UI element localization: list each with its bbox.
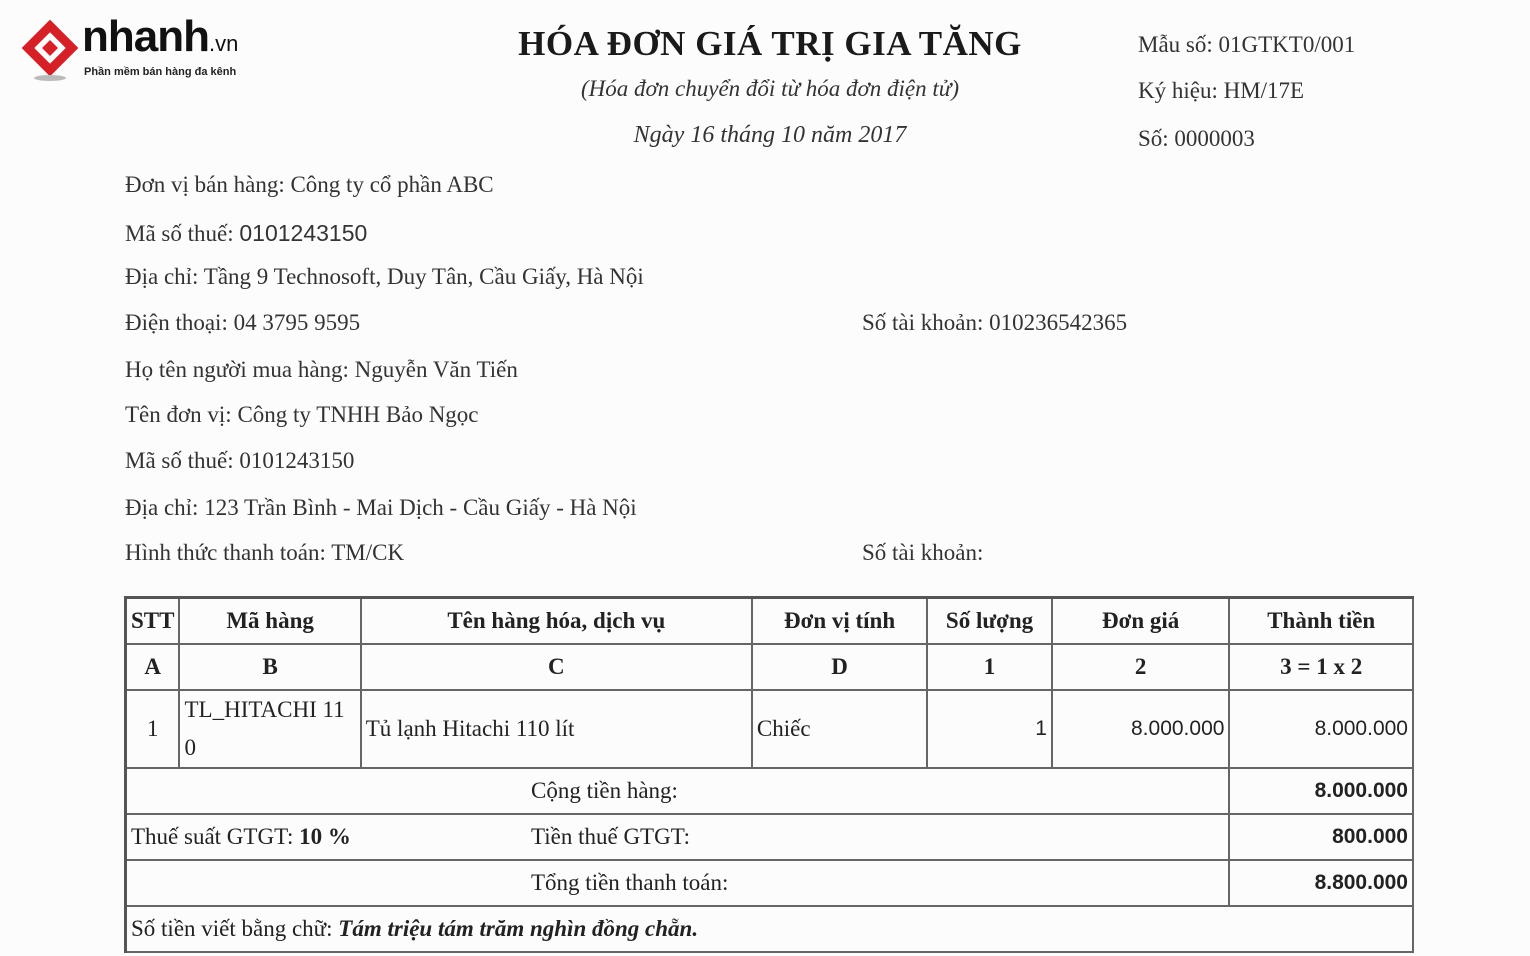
vat-label-cell: [126, 814, 1230, 860]
buyer-tax-code: Mã số thuế: 0101243150: [125, 448, 355, 473]
item-code: TL_HITACHI 110: [179, 690, 360, 768]
vat-rate: Thuế suất GTGT: 10 %: [131, 824, 351, 849]
subtotal-label-cell: [126, 768, 1230, 814]
amount-in-words-row: [126, 906, 1414, 952]
logo: [20, 12, 270, 84]
letter-d: D: [752, 644, 927, 690]
header-qty: Số lượng: [927, 598, 1052, 645]
seller-phone: Điện thoại: 04 3795 9595: [125, 310, 361, 335]
buyer-account: Số tài khoản:: [862, 540, 984, 565]
item-amount: 8.000.000: [1229, 690, 1413, 768]
letter-a: A: [126, 644, 180, 690]
invoice-date: Ngày 16 tháng 10 năm 2017: [633, 122, 907, 148]
buyer-name: Họ tên người mua hàng: Nguyễn Văn Tiến: [125, 357, 518, 382]
header-name: Tên hàng hóa, dịch vụ: [361, 598, 752, 645]
header-stt: STT: [126, 598, 180, 645]
vat-label: Tiền thuế GTGT:: [531, 824, 691, 849]
form-number: Mẫu số: 01GTKT0/001: [1138, 32, 1356, 57]
header-unit: Đơn vị tính: [752, 598, 927, 645]
invoice-symbol: Ký hiệu: HM/17E: [1138, 78, 1305, 103]
items-table: [124, 596, 1414, 953]
payment-method: Hình thức thanh toán: TM/CK: [125, 540, 405, 565]
header-code: Mã hàng: [179, 598, 360, 645]
seller-address: Địa chỉ: Tầng 9 Technosoft, Duy Tân, Cầu Giấy, Hà Nội: [125, 264, 644, 289]
logo-mark-icon: [20, 18, 80, 84]
header-price: Đơn giá: [1052, 598, 1230, 645]
buyer-address: Địa chỉ: 123 Trần Bình - Mai Dịch - Cầu Giấy - Hà Nội: [125, 495, 637, 520]
total-label-cell: [126, 860, 1230, 906]
total-label: Tổng tiền thanh toán:: [531, 870, 729, 895]
subtotal-row: [126, 768, 1414, 814]
item-name: Tủ lạnh Hitachi 110 lít: [361, 690, 752, 768]
total-value: 8.800.000: [1229, 860, 1413, 906]
seller-name: Đơn vị bán hàng: Công ty cổ phần ABC: [125, 172, 494, 197]
buyer-company: Tên đơn vị: Công ty TNHH Bảo Ngọc: [125, 402, 479, 427]
item-unit: Chiếc: [752, 690, 927, 768]
seller-account: Số tài khoản: 010236542365: [862, 310, 1128, 335]
amount-in-words: Số tiền viết bằng chữ: Tám triệu tám trăm nghìn đồng chẵn.: [126, 906, 1414, 952]
item-price: 8.000.000: [1052, 690, 1230, 768]
table-header-row: [126, 598, 1414, 645]
table-row: [126, 690, 1414, 768]
total-row: [126, 860, 1414, 906]
column-letter-row: [126, 644, 1414, 690]
invoice-subtitle: (Hóa đơn chuyển đổi từ hóa đơn điện tử): [581, 76, 959, 101]
invoice-number: Số: 0000003: [1138, 126, 1255, 151]
letter-c: C: [361, 644, 752, 690]
logo-tagline: Phần mềm bán hàng đa kênh: [84, 66, 237, 78]
letter-formula: 3 = 1 x 2: [1229, 644, 1413, 690]
item-qty: 1: [927, 690, 1052, 768]
logo-brand: nhanh.vn: [82, 12, 239, 61]
letter-2: 2: [1052, 644, 1230, 690]
letter-b: B: [179, 644, 360, 690]
vat-row: [126, 814, 1414, 860]
invoice-title: HÓA ĐƠN GIÁ TRỊ GIA TĂNG: [518, 24, 1022, 63]
subtotal-value: 8.000.000: [1229, 768, 1413, 814]
item-stt: 1: [126, 690, 180, 768]
subtotal-label: Cộng tiền hàng:: [531, 778, 678, 803]
seller-tax-code: Mã số thuế: 0101243150: [125, 220, 368, 246]
header-amount: Thành tiền: [1229, 598, 1413, 645]
letter-1: 1: [927, 644, 1052, 690]
vat-value: 800.000: [1229, 814, 1413, 860]
